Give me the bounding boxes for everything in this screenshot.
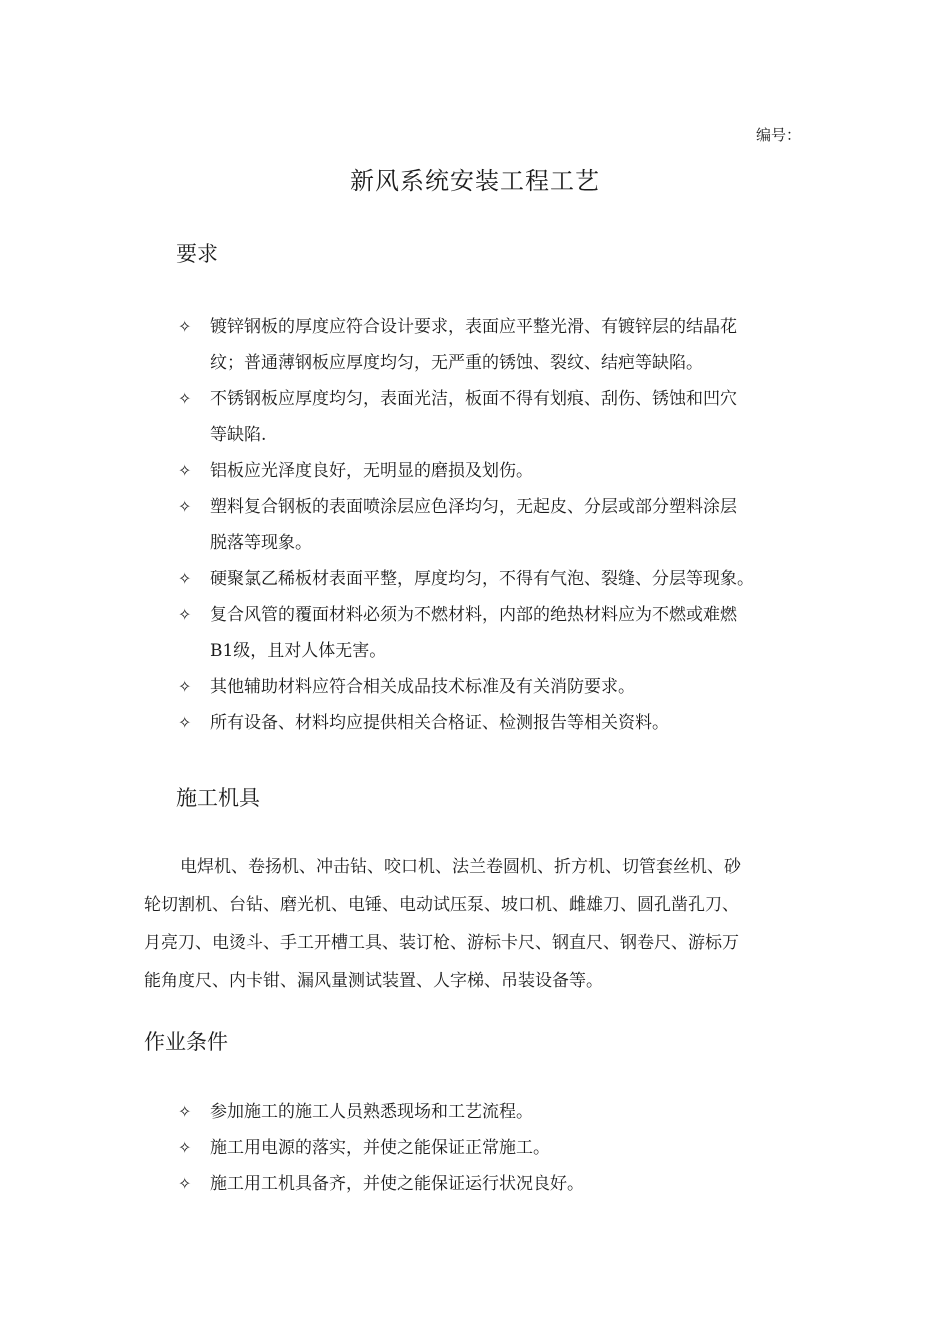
list-item xyxy=(176,1166,816,1202)
list-item-text: 施工用电源的落实，并使之能保证正常施工。 xyxy=(210,1138,550,1158)
list-item-text: 施工用工机具备齐，并使之能保证运行状况良好。 xyxy=(210,1174,584,1194)
four-pointed-star-icon: ✧ xyxy=(178,1174,192,1193)
section-heading-tools: 施工机具 xyxy=(176,786,260,810)
list-item-text: 镀锌钢板的厚度应符合设计要求，表面应平整光滑、有镀锌层的结晶花 xyxy=(210,317,737,337)
section-heading-requirements: 要求 xyxy=(176,242,218,266)
list-item-text-continued: 纹；普通薄钢板应厚度均匀，无严重的锈蚀、裂纹、结疤等缺陷。 xyxy=(210,353,703,373)
four-pointed-star-icon: ✧ xyxy=(178,1102,192,1121)
list-item-text-continued: B1级，且对人体无害。 xyxy=(210,641,387,661)
list-item xyxy=(176,309,816,381)
list-item-text: 所有设备、材料均应提供相关合格证、检测报告等相关资料。 xyxy=(210,713,669,733)
paragraph-line: 月亮刀、电烫斗、手工开槽工具、装订枪、游标卡尺、钢直尺、钢卷尺、游标万 xyxy=(144,933,739,953)
paragraph-line: 电焊机、卷扬机、冲击钻、咬口机、法兰卷圆机、折方机、切管套丝机、砂 xyxy=(180,857,741,877)
requirements-list xyxy=(176,309,816,741)
list-item-text: 塑料复合钢板的表面喷涂层应色泽均匀，无起皮、分层或部分塑料涂层 xyxy=(210,497,737,517)
list-item xyxy=(176,561,816,597)
paragraph-line: 轮切割机、台钻、磨光机、电锤、电动试压泵、坡口机、雌雄刀、圆孔凿孔刀、 xyxy=(144,895,739,915)
list-item-text-continued: 等缺陷. xyxy=(210,425,267,445)
list-item xyxy=(176,453,816,489)
conditions-list xyxy=(176,1094,816,1202)
list-item xyxy=(176,669,816,705)
list-item xyxy=(176,1130,816,1166)
section-heading-conditions: 作业条件 xyxy=(144,1030,228,1054)
list-item-text-continued: 脱落等现象。 xyxy=(210,533,312,553)
four-pointed-star-icon: ✧ xyxy=(178,605,192,624)
four-pointed-star-icon: ✧ xyxy=(178,713,192,732)
four-pointed-star-icon: ✧ xyxy=(178,461,192,480)
four-pointed-star-icon: ✧ xyxy=(178,317,192,336)
list-item xyxy=(176,705,816,741)
list-item xyxy=(176,1094,816,1130)
list-item xyxy=(176,489,816,561)
tools-paragraph xyxy=(144,848,816,1000)
four-pointed-star-icon: ✧ xyxy=(178,677,192,696)
list-item xyxy=(176,597,816,669)
document-number-label: 编号： xyxy=(756,126,802,144)
list-item xyxy=(176,381,816,453)
four-pointed-star-icon: ✧ xyxy=(178,569,192,588)
four-pointed-star-icon: ✧ xyxy=(178,497,192,516)
four-pointed-star-icon: ✧ xyxy=(178,1138,192,1157)
list-item-text: 复合风管的覆面材料必须为不燃材料，内部的绝热材料应为不燃或难燃 xyxy=(210,605,737,625)
list-item-text: 其他辅助材料应符合相关成品技术标准及有关消防要求。 xyxy=(210,677,635,697)
list-item-text: 不锈钢板应厚度均匀，表面光洁，板面不得有划痕、刮伤、锈蚀和凹穴 xyxy=(210,389,737,409)
paragraph-line: 能角度尺、内卡钳、漏风量测试装置、人字梯、吊装设备等。 xyxy=(144,971,603,991)
list-item-text: 参加施工的施工人员熟悉现场和工艺流程。 xyxy=(210,1102,533,1122)
list-item-text: 硬聚氯乙稀板材表面平整，厚度均匀，不得有气泡、裂缝、分层等现象。 xyxy=(210,569,754,589)
document-title: 新风系统安装工程工艺 xyxy=(350,167,600,195)
list-item-text: 铝板应光泽度良好，无明显的磨损及划伤。 xyxy=(210,461,533,481)
four-pointed-star-icon: ✧ xyxy=(178,389,192,408)
